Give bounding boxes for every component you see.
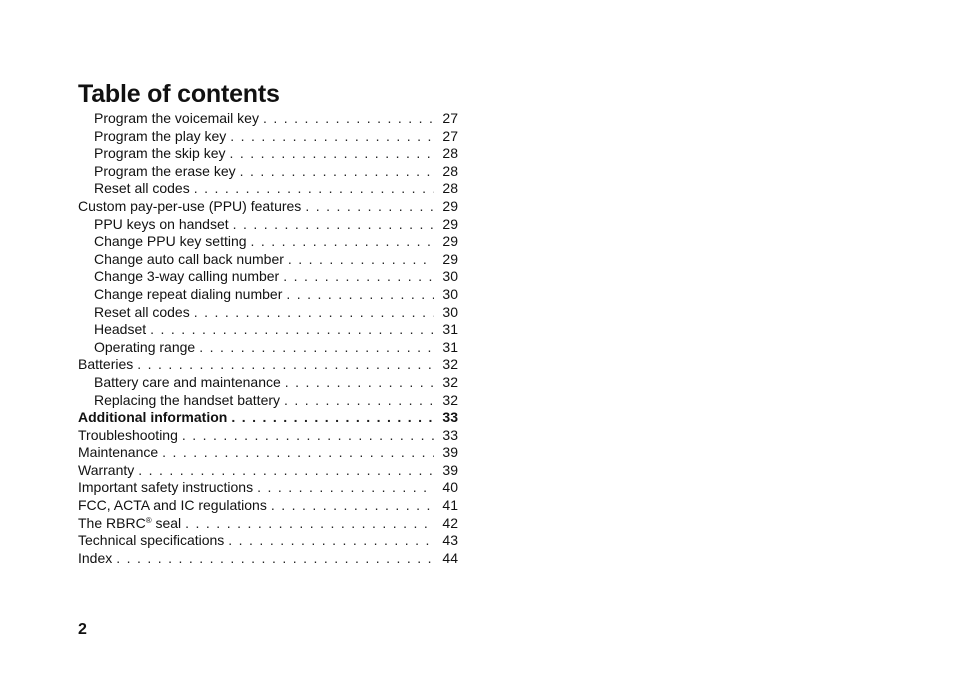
toc-entry[interactable] <box>78 128 458 146</box>
toc-entry-label: Reset all codes <box>94 180 190 197</box>
toc-entry-label: Program the voicemail key <box>94 110 259 126</box>
dot-leader <box>231 409 434 427</box>
toc-entry[interactable] <box>78 356 458 374</box>
toc-entry[interactable] <box>78 339 458 357</box>
toc-entry[interactable] <box>78 497 458 515</box>
dot-leader <box>285 374 434 392</box>
toc-entry-page: 29 <box>442 215 458 232</box>
toc-entry-label: Change PPU key setting <box>94 233 247 250</box>
toc-entry-page: 39 <box>442 444 458 461</box>
toc-entry[interactable] <box>78 392 458 410</box>
toc-entry[interactable] <box>78 198 458 216</box>
toc-entry[interactable] <box>78 180 458 198</box>
toc-entry-page: 29 <box>442 250 458 267</box>
toc-entry-page: 33 <box>442 409 458 426</box>
toc-entry-label: Batteries <box>78 356 134 373</box>
dot-leader <box>283 268 434 286</box>
toc-entry[interactable] <box>78 233 458 251</box>
toc-entry[interactable] <box>78 145 458 163</box>
page-title: Table of contents <box>78 80 280 108</box>
dot-leader <box>185 515 434 533</box>
dot-leader <box>230 145 435 163</box>
toc-entry[interactable] <box>78 374 458 392</box>
toc-entry-page: 39 <box>442 461 458 478</box>
toc-entry[interactable] <box>78 532 458 550</box>
dot-leader <box>137 356 434 374</box>
toc-entry-page: 33 <box>442 426 458 443</box>
toc-entry-page: 27 <box>442 110 458 126</box>
toc-entry-page: 40 <box>442 479 458 496</box>
dot-leader <box>138 462 434 480</box>
toc-entry-label: Maintenance <box>78 444 159 461</box>
toc-entry[interactable] <box>78 515 458 533</box>
toc-entry-label: Replacing the handset battery <box>94 391 281 408</box>
toc-list <box>78 110 458 567</box>
toc-entry[interactable] <box>78 462 458 480</box>
toc-entry[interactable] <box>78 550 458 568</box>
toc-entry-label: Program the erase key <box>94 162 236 179</box>
dot-leader <box>251 233 434 251</box>
toc-entry[interactable] <box>78 268 458 286</box>
dot-leader <box>116 550 434 568</box>
toc-entry-page: 29 <box>442 197 458 214</box>
toc-entry-page: 31 <box>442 338 458 355</box>
toc-entry-page: 43 <box>442 532 458 549</box>
dot-leader <box>263 110 434 128</box>
toc-entry[interactable] <box>78 251 458 269</box>
toc-entry-page: 30 <box>442 303 458 320</box>
dot-leader <box>288 251 434 269</box>
toc-entry[interactable] <box>78 286 458 304</box>
toc-entry[interactable] <box>78 479 458 497</box>
toc-entry-label: Operating range <box>94 338 196 355</box>
page-number: 2 <box>78 621 87 638</box>
toc-entry[interactable] <box>78 444 458 462</box>
toc-entry-label: Change repeat dialing number <box>94 285 283 302</box>
toc-entry[interactable] <box>78 321 458 339</box>
toc-entry-page: 44 <box>442 549 458 566</box>
toc-entry-page: 32 <box>442 373 458 390</box>
toc-entry-page: 32 <box>442 391 458 408</box>
toc-entry-page: 31 <box>442 321 458 338</box>
toc-entry-label: Index <box>78 549 113 566</box>
dot-leader <box>284 392 434 410</box>
toc-entry[interactable] <box>78 304 458 322</box>
dot-leader <box>194 180 434 198</box>
toc-entry-label: PPU keys on handset <box>94 215 229 232</box>
dot-leader <box>286 286 434 304</box>
toc-entry-page: 29 <box>442 233 458 250</box>
toc-entry-label: Program the play key <box>94 127 227 144</box>
dot-leader <box>271 497 434 515</box>
toc-entry-label: Technical specifications <box>78 532 225 549</box>
toc-entry-page: 30 <box>442 268 458 285</box>
dot-leader <box>257 479 434 497</box>
toc-entry[interactable] <box>78 110 458 128</box>
toc-entry[interactable] <box>78 163 458 181</box>
toc-entry-page: 32 <box>442 356 458 373</box>
toc-entry-label: Warranty <box>78 461 135 478</box>
toc-entry-label: Headset <box>94 321 147 338</box>
toc-entry-page: 28 <box>442 145 458 162</box>
dot-leader <box>305 198 434 216</box>
toc-entry-label: The RBRC® seal <box>78 514 182 531</box>
toc-entry-label: Program the skip key <box>94 145 226 162</box>
toc-entry-label: Change auto call back number <box>94 250 284 267</box>
dot-leader <box>199 339 434 357</box>
toc-entry[interactable] <box>78 427 458 445</box>
toc-entry-page: 30 <box>442 285 458 302</box>
toc-entry-label: Custom pay-per-use (PPU) features <box>78 197 302 214</box>
toc-entry[interactable] <box>78 409 458 427</box>
dot-leader <box>228 532 434 550</box>
toc-entry[interactable] <box>78 216 458 234</box>
toc-entry-label: Troubleshooting <box>78 426 178 443</box>
toc-entry-page: 41 <box>442 497 458 514</box>
dot-leader <box>230 128 434 146</box>
dot-leader <box>240 163 434 181</box>
toc-entry-label: Reset all codes <box>94 303 190 320</box>
toc-entry-label: Additional information <box>78 409 228 426</box>
toc-entry-page: 28 <box>442 162 458 179</box>
toc-entry-label: Important safety instructions <box>78 479 254 496</box>
dot-leader <box>182 427 434 445</box>
toc-entry-page: 27 <box>442 127 458 144</box>
toc-entry-label: Change 3-way calling number <box>94 268 280 285</box>
toc-entry-label: Battery care and maintenance <box>94 373 281 390</box>
toc-entry-label: FCC, ACTA and IC regulations <box>78 497 267 514</box>
toc-entry-page: 28 <box>442 180 458 197</box>
dot-leader <box>233 216 434 234</box>
toc-entry-page: 42 <box>442 514 458 531</box>
dot-leader <box>150 321 434 339</box>
dot-leader <box>162 444 434 462</box>
dot-leader <box>194 304 434 322</box>
